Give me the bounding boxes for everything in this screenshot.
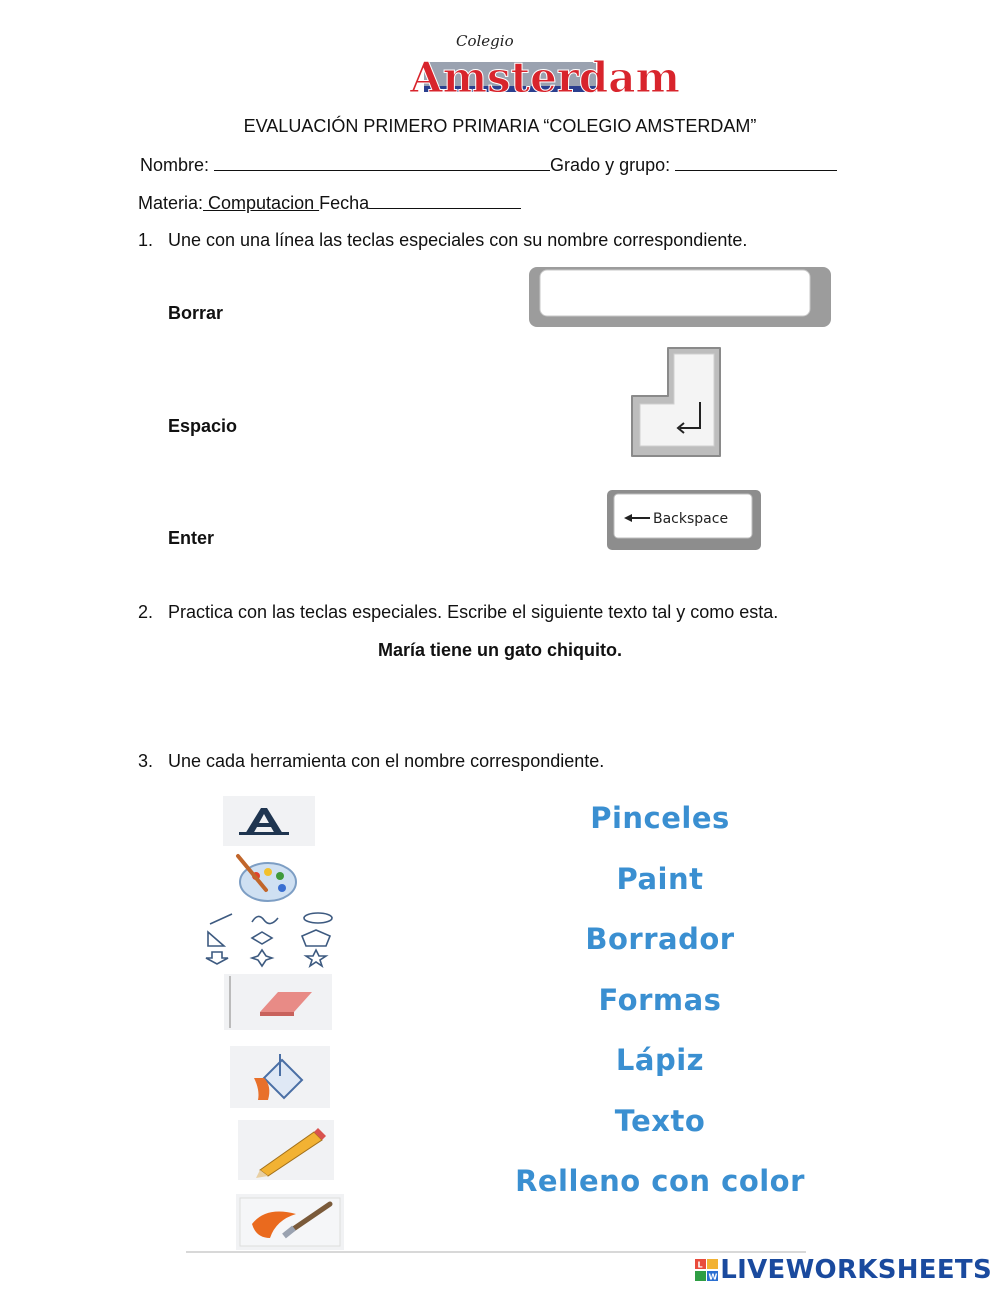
question-text: Practica con las teclas especiales. Escribe el siguiente texto tal y como esta. <box>168 602 779 622</box>
tool-name-formas[interactable]: Formas <box>598 983 722 1017</box>
tool-name-texto[interactable]: Texto <box>614 1104 706 1138</box>
logo-tile-letter: L <box>697 1260 703 1270</box>
question-text: Une con una línea las teclas especiales con su nombre correspondiente. <box>168 230 748 250</box>
fecha-label: Fecha <box>319 193 370 213</box>
tool-name-pinceles[interactable]: Pinceles <box>590 801 730 835</box>
materia-label: Materia: <box>138 193 204 213</box>
label-enter[interactable]: Enter <box>168 528 215 548</box>
tool-name-borrador[interactable]: Borrador <box>585 922 735 956</box>
question-number: 3. <box>138 751 154 771</box>
grado-label: Grado y grupo: <box>550 155 671 175</box>
page-title: EVALUACIÓN PRIMERO PRIMARIA “COLEGIO AMSTERDAM” <box>243 116 757 136</box>
liveworksheets-text: LIVEWORKSHEETS <box>720 1255 992 1285</box>
practice-sentence: María tiene un gato chiquito. <box>377 640 622 660</box>
question-number: 2. <box>138 602 154 622</box>
materia-line <box>138 192 521 214</box>
nombre-blank[interactable] <box>214 154 550 171</box>
question-number: 1. <box>138 230 154 250</box>
logo-big-text: Amsterdam <box>410 53 680 102</box>
brush-icon[interactable] <box>236 1194 344 1250</box>
label-borrar[interactable]: Borrar <box>168 303 224 323</box>
liveworksheets-brand <box>694 1253 992 1287</box>
tool-name-paint[interactable]: Paint <box>616 862 704 896</box>
nombre-label: Nombre: <box>140 155 210 175</box>
grado-blank[interactable] <box>675 154 837 171</box>
pencil-icon[interactable] <box>238 1120 334 1180</box>
question-text: Une cada herramienta con el nombre correspondiente. <box>168 751 605 771</box>
enter-key-image[interactable] <box>628 346 726 458</box>
question-3 <box>138 751 604 772</box>
fecha-blank[interactable] <box>369 192 521 209</box>
question-2 <box>138 602 778 623</box>
question-1 <box>138 230 747 251</box>
logo-tile-letter: W <box>708 1272 718 1282</box>
logo-small-text: Colegio <box>456 32 514 50</box>
nombre-line <box>140 154 837 176</box>
liveworksheets-logo-icon <box>694 1257 720 1283</box>
label-espacio[interactable]: Espacio <box>168 416 238 436</box>
eraser-icon[interactable] <box>224 974 332 1030</box>
backspace-key-label: Backspace <box>653 511 729 527</box>
spacebar-key-image[interactable] <box>528 266 832 328</box>
fill-bucket-icon[interactable] <box>230 1046 330 1108</box>
backspace-key-image[interactable] <box>606 489 762 551</box>
tool-name-lapiz[interactable]: Lápiz <box>615 1043 705 1077</box>
materia-value: Computacion <box>203 193 320 213</box>
text-tool-icon[interactable] <box>223 796 315 846</box>
tool-name-relleno[interactable]: Relleno con color <box>515 1164 805 1198</box>
paint-palette-icon[interactable] <box>232 852 302 904</box>
shapes-icon[interactable] <box>200 910 338 966</box>
school-logo <box>400 26 680 112</box>
